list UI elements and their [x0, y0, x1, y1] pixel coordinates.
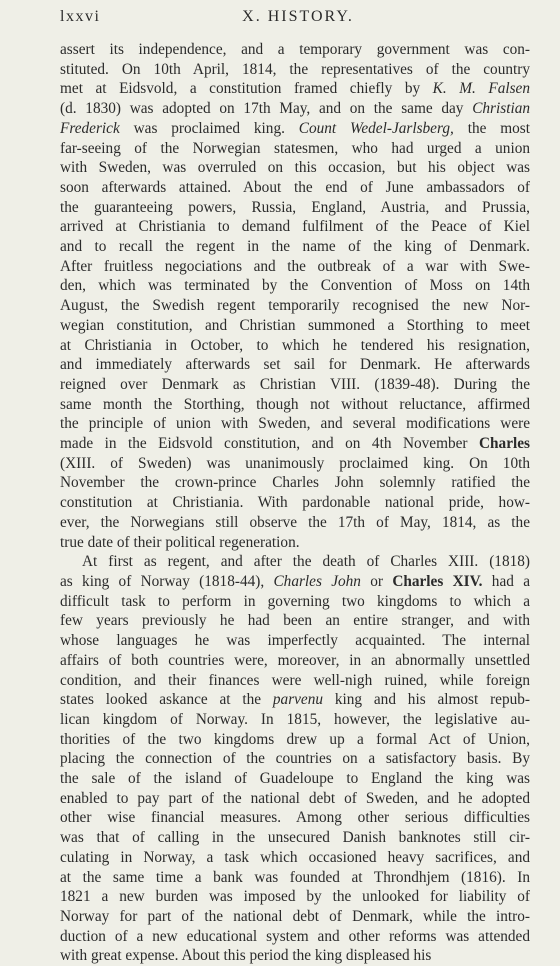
paragraph [60, 552, 530, 966]
text-line [60, 336, 530, 356]
text-segment: ever, the Norwegians still observe the 17th of May, 1814, as the [60, 513, 530, 531]
text-segment: the principle of union with Sweden, and several modifications were [60, 415, 530, 433]
text-line [60, 414, 530, 434]
text-line [60, 552, 530, 572]
text-line [60, 178, 530, 198]
text-line [60, 79, 530, 99]
text-line [60, 316, 530, 336]
text-segment: few years previously he had been an entire stranger, and with [60, 612, 530, 630]
text-line [60, 40, 530, 60]
text-segment: enabled to pay part of the national debt of Sweden, and he adopted [60, 789, 530, 807]
text-segment: soon afterwards attained. About the end of June ambassadors of [60, 178, 530, 196]
text-segment: was that of calling in the unsecured Danish banknotes still cir- [60, 829, 530, 847]
text-line [60, 158, 530, 178]
text-line [60, 690, 530, 710]
text-line [60, 355, 530, 375]
text-line [60, 395, 530, 415]
running-title: X. HISTORY. [242, 8, 354, 25]
italic-text: parvenu [272, 691, 324, 709]
text-line [60, 710, 530, 730]
text-line [60, 730, 530, 750]
text-line [60, 611, 530, 631]
text-line [60, 808, 530, 828]
text-line [60, 99, 530, 119]
text-segment: the guaranteeing powers, Russia, England, Austria, and Prussia, [60, 198, 530, 216]
text-line [60, 473, 530, 493]
text-segment: other wise financial measures. Among other serious difficulties [60, 809, 530, 827]
text-segment: placing the connection of the countries on a satisfactory basis. By [60, 750, 530, 768]
text-segment: condition, and their finances were well-nigh ruined, while foreign [60, 671, 530, 689]
text-line [60, 789, 530, 809]
text-segment: At first as regent, and after the death of Charles XIII. (1818) [82, 553, 530, 571]
text-segment: After fruitless negociations and the outbreak of a war with Swe- [60, 257, 530, 275]
text-line [60, 887, 530, 907]
text-line [60, 198, 530, 218]
text-line [60, 927, 530, 947]
text-line [60, 217, 530, 237]
text-line [60, 946, 530, 966]
page-number: lxxvi [60, 8, 101, 25]
text-line [60, 572, 530, 592]
text-segment: and immediately afterwards set sail for Denmark. He afterwards [60, 356, 530, 374]
text-segment: stituted. On 10th April, 1814, the representatives of the country [60, 60, 530, 78]
text-segment: difficult task to perform in governing two kingdoms to which a [60, 592, 530, 610]
text-segment: true date of their political regeneration. [60, 533, 300, 551]
text-line [60, 237, 530, 257]
italic-text: Charles John [273, 572, 361, 590]
text-segment: November the crown-prince Charles John solemnly ratified the [60, 474, 530, 492]
text-segment: (XIII. of Sweden) was unanimously proclaimed king. On 10th [60, 454, 530, 472]
text-segment: with great expense. About this period the king displeased his [60, 947, 432, 965]
text-line [60, 907, 530, 927]
italic-text: Frederick [60, 119, 120, 137]
text-line [60, 868, 530, 888]
page-header [60, 8, 536, 30]
text-line [60, 296, 530, 316]
text-segment: arrived at Christiania to demand fulfilment of the Peace of Kiel [60, 218, 530, 236]
text-segment: the most [453, 119, 530, 137]
text-line [60, 493, 530, 513]
text-line [60, 592, 530, 612]
italic-text: Christian [472, 100, 530, 118]
text-segment: August, the Swedish regent temporarily recognised the new Nor- [60, 297, 530, 315]
text-line [60, 749, 530, 769]
text-line [60, 276, 530, 296]
text-line [60, 434, 530, 454]
text-segment: or [360, 572, 393, 590]
italic-text: K. M. Falsen [432, 80, 530, 98]
text-segment: assert its independence, and a temporary government was con- [60, 41, 530, 58]
text-line [60, 631, 530, 651]
text-segment: culating in Norway, a task which occasioned heavy sacrifices, and [60, 848, 530, 866]
text-segment: 1821 a new burden was imposed by the unlooked for liability of [60, 888, 530, 906]
text-segment: constitution at Christiania. With pardonable national pride, how- [60, 494, 530, 512]
paragraph [60, 40, 530, 552]
text-segment: was proclaimed king. [119, 119, 299, 137]
text-line [60, 513, 530, 533]
text-segment: den, which was terminated by the Convention of Moss on 14th [60, 277, 530, 295]
text-segment: same month the Storthing, though not without reluctance, affirmed [60, 395, 530, 413]
text-line [60, 828, 530, 848]
text-segment: with Sweden, was overruled on this occasion, but his object was [60, 159, 530, 177]
text-segment: whose languages he was imperfectly acquainted. The internal [60, 632, 530, 650]
text-line [60, 651, 530, 671]
text-line [60, 375, 530, 395]
text-segment: lican kingdom of Norway. In 1815, however, the legislative au- [60, 710, 530, 728]
text-segment: affairs of both countries were, moreover, in an abnormally unsettled [60, 651, 530, 669]
text-line [60, 257, 530, 277]
text-line [60, 454, 530, 474]
text-line [60, 769, 530, 789]
text-segment: duction of a new educational system and other reforms was attended [60, 927, 530, 945]
bold-text: Charles [479, 435, 530, 453]
text-segment: made in the Eidsvold constitution, and on 4th November [60, 435, 479, 453]
text-segment: had a [482, 572, 530, 590]
text-line [60, 119, 530, 139]
text-line [60, 671, 530, 691]
text-line [60, 60, 530, 80]
text-line [60, 139, 530, 159]
text-segment: the sale of the island of Guadeloupe to England the king was [60, 770, 530, 788]
text-line [60, 848, 530, 868]
text-segment: met at Eidsvold, a constitution framed chiefly by [60, 80, 433, 98]
body-text [60, 40, 530, 966]
text-segment: as king of Norway (1818-44), [60, 572, 274, 590]
text-segment: reigned over Denmark as Christian VIII. (1839-48). During the [60, 375, 530, 393]
text-segment: king and his almost repub- [323, 691, 531, 709]
text-segment: Norway for part of the national debt of Denmark, while the intro- [60, 907, 530, 925]
text-segment: wegian constitution, and Christian summoned a Storthing to meet [60, 316, 530, 334]
text-segment: and to recall the regent in the name of the king of Denmark. [60, 238, 530, 256]
text-segment: states looked askance at the [60, 691, 273, 709]
bold-text: Charles XIV. [392, 572, 483, 590]
text-segment: thorities of the two kingdoms drew up a formal Act of Union, [60, 730, 530, 748]
text-segment: far-seeing of the Norwegian statesmen, who had urged a union [60, 139, 530, 157]
text-segment: at the same time a bank was founded at Throndhjem (1816). In [60, 868, 530, 886]
italic-text: Count Wedel-Jarlsberg, [298, 119, 454, 137]
text-segment: (d. 1830) was adopted on 17th May, and on the same day [60, 100, 473, 118]
text-segment: at Christiania in October, to which he tendered his resignation, [60, 336, 530, 354]
text-line [60, 533, 530, 553]
